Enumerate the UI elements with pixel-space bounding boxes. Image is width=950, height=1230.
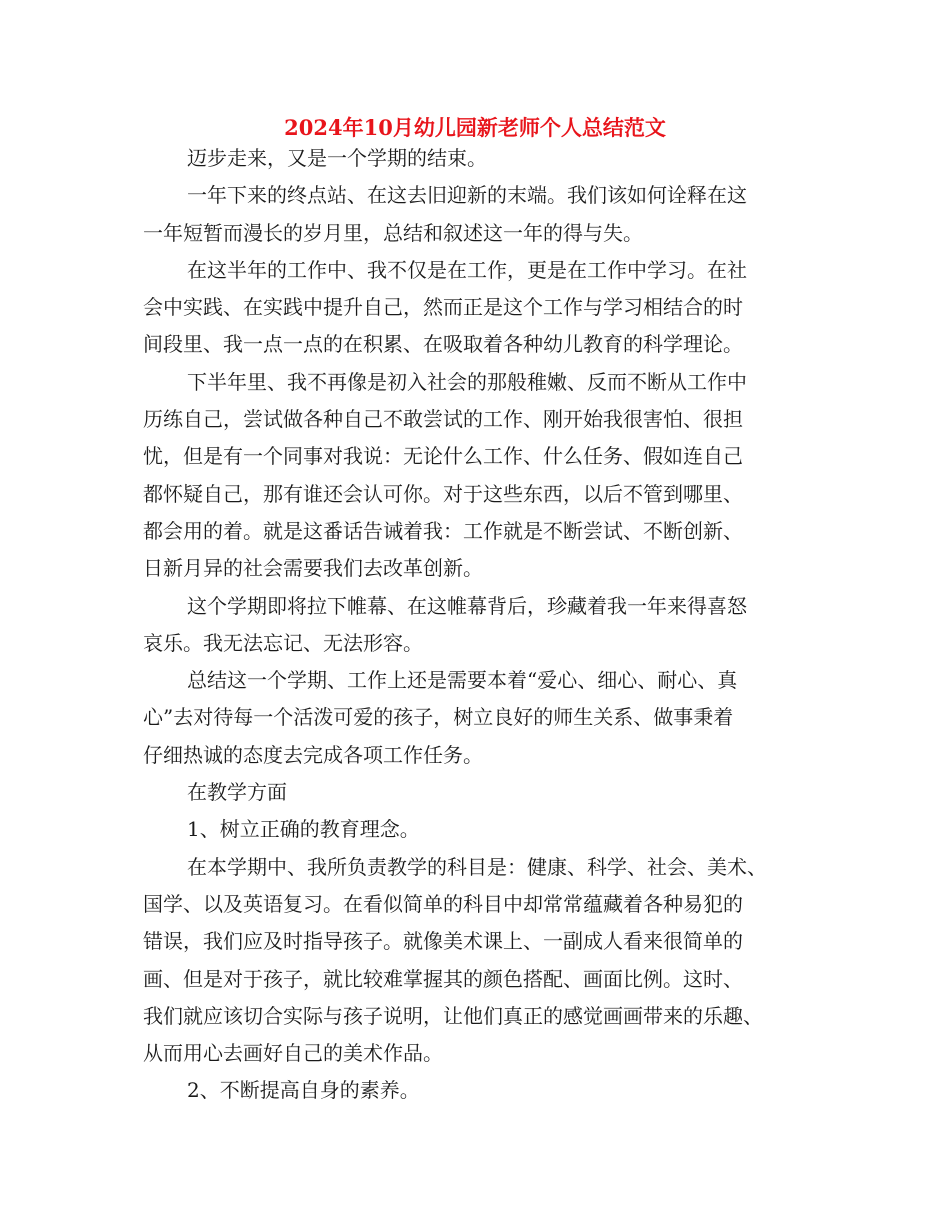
paragraph-line: 在这半年的工作中、我不仅是在工作，更是在工作中学习。在社 bbox=[187, 257, 747, 282]
paragraph-line: 一年短暂而漫长的岁月里，总结和叙述这一年的得与失。 bbox=[143, 220, 643, 245]
paragraph-line: 总结这一个学期、工作上还是需要本着“爱心、细心、耐心、真 bbox=[187, 668, 738, 693]
paragraph-line: 一年下来的终点站、在这去旧迎新的末端。我们该如何诠释在这 bbox=[187, 183, 747, 208]
paragraph-line: 间段里、我一点一点的在积累、在吸取着各种幼儿教育的科学理论。 bbox=[143, 332, 743, 357]
paragraph-line: 心”去对待每一个活泼可爱的孩子，树立良好的师生关系、做事秉着 bbox=[143, 705, 734, 730]
paragraph-line: 画、但是对于孩子，就比较难掌握其的颜色搭配、画面比例。这时、 bbox=[143, 966, 743, 991]
paragraph-line: 1、树立正确的教育理念。 bbox=[187, 817, 420, 842]
paragraph-line: 从而用心去画好自己的美术作品。 bbox=[143, 1041, 443, 1066]
paragraph-line: 在本学期中、我所负责教学的科目是：健康、科学、社会、美术、 bbox=[187, 854, 767, 879]
paragraph-line: 都会用的着。就是这番话告诫着我：工作就是不断尝试、不断创新、 bbox=[143, 518, 743, 543]
paragraph-line: 都怀疑自己，那有谁还会认可你。对于这些东西，以后不管到哪里、 bbox=[143, 481, 743, 506]
paragraph-line: 在教学方面 bbox=[187, 780, 287, 805]
paragraph-line: 下半年里、我不再像是初入社会的那般稚嫩、反而不断从工作中 bbox=[187, 369, 747, 394]
paragraph-line: 这个学期即将拉下帷幕、在这帷幕背后，珍藏着我一年来得喜怒 bbox=[187, 593, 747, 618]
paragraph-line: 哀乐。我无法忘记、无法形容。 bbox=[143, 630, 423, 655]
paragraph-line: 日新月异的社会需要我们去改革创新。 bbox=[143, 556, 483, 581]
paragraph-line: 历练自己，尝试做各种自己不敢尝试的工作、刚开始我很害怕、很担 bbox=[143, 407, 743, 432]
document-title: 2024年10月幼儿园新老师个人总结范文 bbox=[284, 115, 666, 140]
paragraph-line: 会中实践、在实践中提升自己，然而正是这个工作与学习相结合的时 bbox=[143, 295, 743, 320]
paragraph-line: 仔细热诚的态度去完成各项工作任务。 bbox=[143, 742, 483, 767]
paragraph-line: 迈步走来，又是一个学期的结束。 bbox=[187, 146, 487, 170]
paragraph-line: 我们就应该切合实际与孩子说明，让他们真正的感觉画画带来的乐趣、 bbox=[143, 1003, 763, 1028]
document-body bbox=[143, 140, 818, 1110]
paragraph-line: 错误，我们应及时指导孩子。就像美术课上、一副成人看来很简单的 bbox=[143, 929, 743, 954]
paragraph-line: 国学、以及英语复习。在看似简单的科目中却常常蕴藏着各种易犯的 bbox=[143, 891, 743, 916]
paragraph-line: 忧，但是有一个同事对我说：无论什么工作、什么任务、假如连自己 bbox=[143, 444, 743, 469]
paragraph-line: 2、不断提高自身的素养。 bbox=[187, 1078, 420, 1103]
